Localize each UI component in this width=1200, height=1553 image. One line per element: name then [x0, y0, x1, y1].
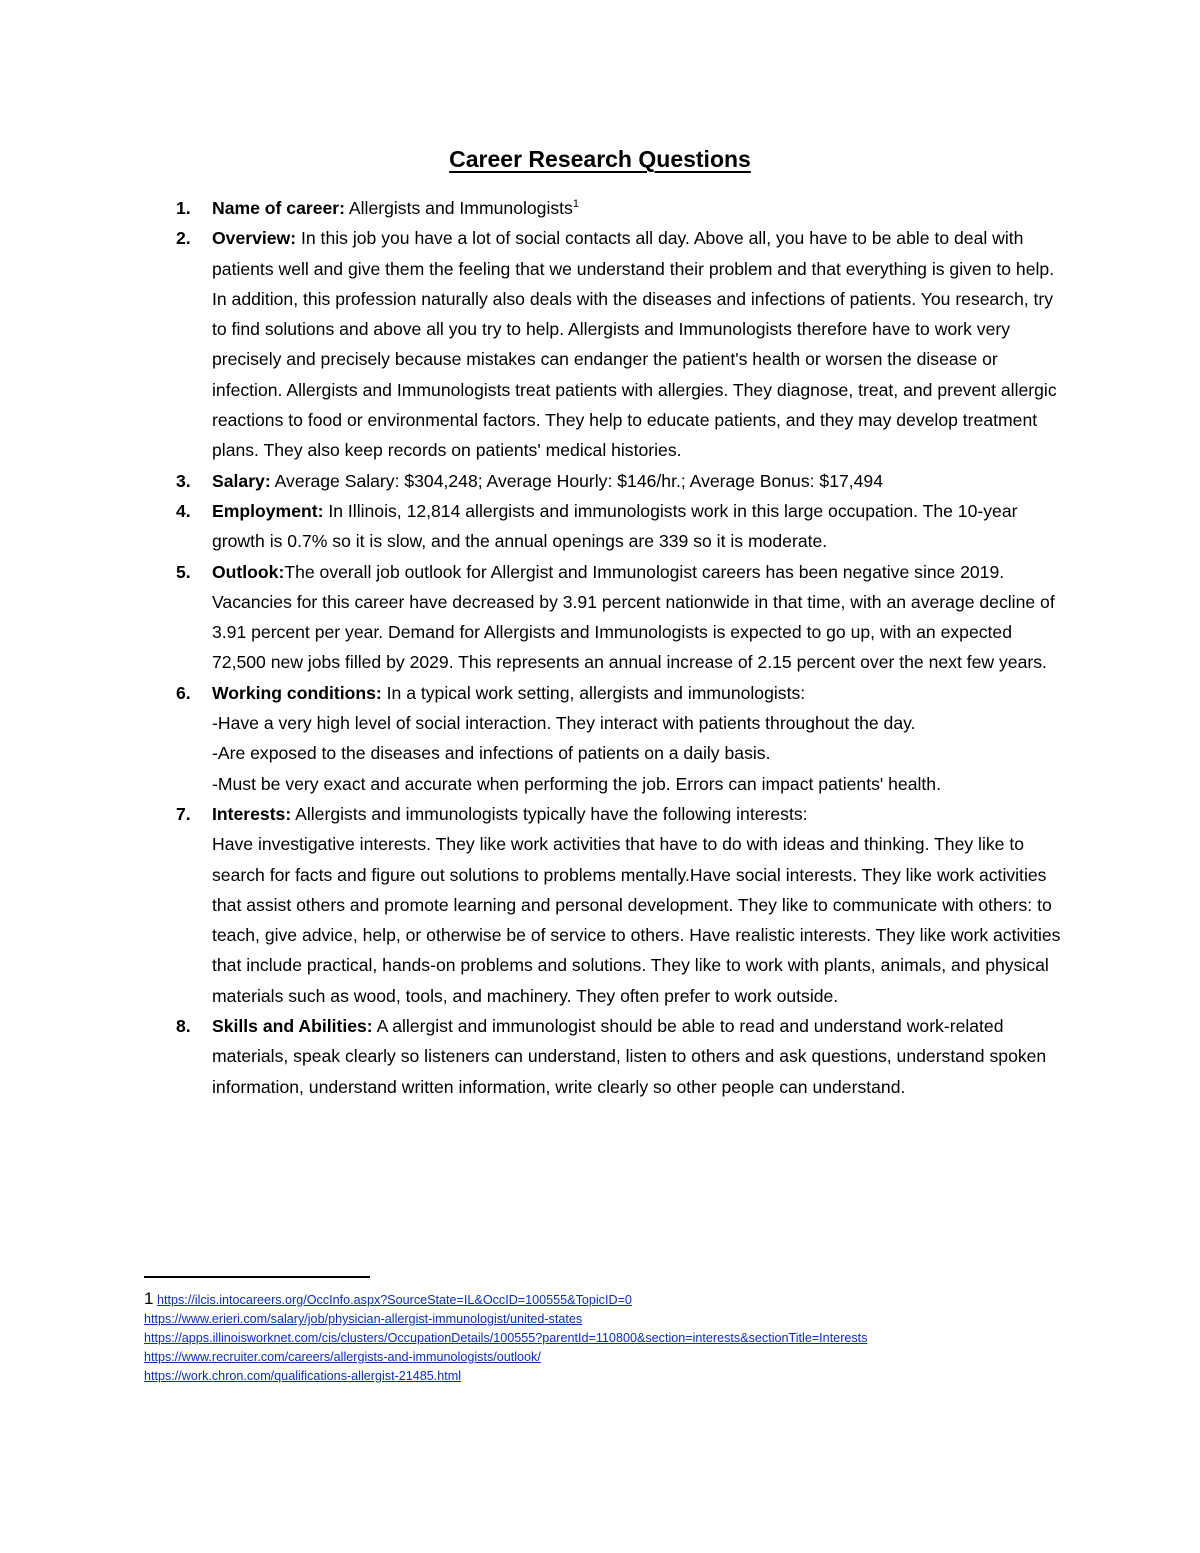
working-condition-line: -Must be very exact and accurate when performing the job. Errors can impact patients' health. [212, 773, 941, 794]
footnote-link[interactable]: https://apps.illinoisworknet.com/cis/clusters/OccupationDetails/100555?parentId=110800&section=interests&sectionTitle=Interests [144, 1331, 868, 1345]
question-answer: Allergists and immunologists typically have the following interests: [291, 803, 808, 824]
footnote-link[interactable]: https://ilcis.intocareers.org/OccInfo.aspx?SourceState=IL&OccID=100555&TopicID=0 [156, 1293, 632, 1307]
question-label: Outlook: [212, 561, 285, 582]
question-item-career-name [172, 193, 1062, 223]
question-answer: The overall job outlook for Allergist and Immunologist careers has been negative since 2019. Vacancies for this career have decreased by 3.91 percent nationwide in that time, with an average decline of 3.91 percent per year. Demand for Allergists and Immunologists is expected to go up, with an expected 72,500 new jobs filled by 2029. This represents an annual increase of 2.15 percent over the next few years. [212, 561, 1055, 673]
question-item-outlook [172, 557, 1062, 678]
question-label: Salary: [212, 470, 271, 491]
question-list [172, 193, 1062, 1102]
question-answer: In Illinois, 12,814 allergists and immunologists work in this large occupation. The 10-year growth is 0.7% so it is slow, and the annual openings are 339 so it is moderate. [212, 500, 1018, 552]
question-number: 3. [176, 470, 191, 491]
question-answer: A allergist and immunologist should be able to read and understand work-related materials, speak clearly so listeners can understand, listen to others and ask questions, understand spoken information, understand written information, write clearly so other people can understand. [212, 1016, 1047, 1097]
question-item-overview [172, 223, 1062, 465]
footnote-line [144, 1367, 1144, 1386]
footnote-separator [144, 1276, 370, 1278]
footnotes [144, 1289, 1144, 1386]
question-item-skills [172, 1011, 1062, 1102]
page-title: Career Research Questions [449, 146, 751, 172]
question-number: 1. [176, 198, 191, 218]
question-number: 5. [176, 561, 191, 582]
footnote-reference[interactable]: 1 [572, 198, 579, 211]
working-condition-line: -Are exposed to the diseases and infections of patients on a daily basis. [212, 743, 771, 764]
footnote-line [144, 1348, 1144, 1367]
question-label: Employment: [212, 500, 324, 521]
question-item-salary [172, 466, 1062, 496]
footnote-marker: 1 [144, 1289, 154, 1308]
footnote-link[interactable]: https://www.recruiter.com/careers/allergists-and-immunologists/outlook/ [144, 1350, 541, 1364]
question-number: 7. [176, 803, 191, 824]
question-answer: In a typical work setting, allergists and immunologists: [381, 682, 806, 703]
question-item-interests [172, 799, 1062, 1011]
footnote-link[interactable]: https://work.chron.com/qualifications-allergist-21485.html [144, 1369, 462, 1383]
question-label: Skills and Abilities: [212, 1016, 373, 1037]
question-number: 2. [176, 228, 191, 249]
question-label: Working conditions: [212, 682, 382, 703]
interests-paragraph: Have investigative interests. They like work activities that have to do with ideas and thinking. They like to search for facts and figure out solutions to problems mentally.Have social interests. They like work activities that assist others and promote learning and personal development. They like to communicate with others: to teach, give advice, help, or otherwise be of service to others. Have realistic interests. They like work activities that include practical, hands-on problems and solutions. They like to work with plants, animals, and physical materials such as wood, tools, and machinery. They often prefer to work outside. [212, 834, 1061, 1006]
question-number: 6. [176, 682, 191, 703]
question-number: 8. [176, 1016, 191, 1037]
question-answer: In this job you have a lot of social contacts all day. Above all, you have to be able to deal with patients well and give them the feeling that we understand their problem and that everything is given to help. In addition, this profession naturally also deals with the diseases and infections of patients. You research, try to find solutions and above all you try to help. Allergists and Immunologists therefore have to work very precisely and precisely because mistakes can endanger the patient's health or worsen the disease or infection. Allergists and Immunologists treat patients with allergies. They diagnose, treat, and prevent allergic reactions to food or environmental factors. They help to educate patients, and they may develop treatment plans. They also keep records on patients' medical histories. [212, 228, 1057, 461]
question-answer: Allergists and Immunologists [345, 198, 573, 218]
question-item-working-conditions [172, 678, 1062, 799]
footnote-line [144, 1289, 1144, 1310]
working-condition-line: -Have a very high level of social interaction. They interact with patients throughout the day. [212, 713, 916, 734]
question-item-employment [172, 496, 1062, 557]
question-number: 4. [176, 500, 191, 521]
question-label: Name of career: [212, 198, 345, 218]
footnote-line [144, 1310, 1144, 1329]
question-label: Overview: [212, 228, 297, 249]
footnote-line [144, 1329, 1144, 1348]
footnote-link[interactable]: https://www.erieri.com/salary/job/physician-allergist-immunologist/united-states [144, 1312, 583, 1326]
question-label: Interests: [212, 803, 292, 824]
question-answer: Average Salary: $304,248; Average Hourly: $146/hr.; Average Bonus: $17,494 [270, 470, 884, 491]
